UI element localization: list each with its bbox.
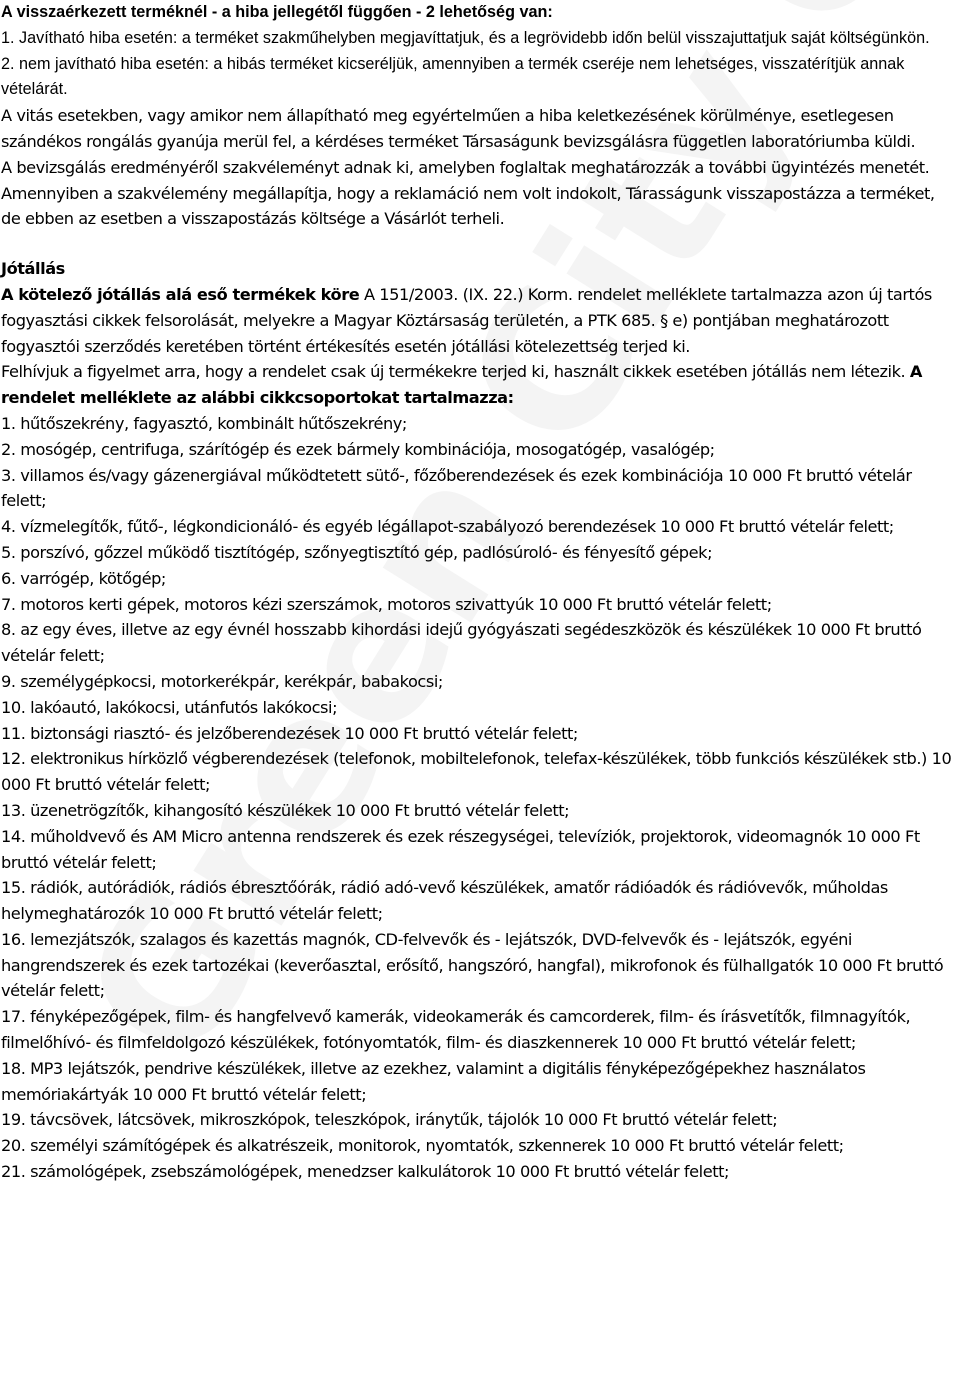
list-item: 9. személygépkocsi, motorkerékpár, kerékpár, babakocsi; bbox=[1, 671, 443, 691]
list-item: 7. motoros kerti gépek, motoros kézi szerszámok, motoros szivattyúk 10 000 Ft bruttó vételár felett; bbox=[1, 594, 772, 614]
warranty-notice-bold: A rendelet melléklete az alábbi cikkcsoportokat tartalmazza: bbox=[1, 362, 922, 408]
list-item: 18. MP3 lejátszók, pendrive készülékek, illetve az ezekhez, valamint a digitális fényképezőgépekhez használatos memóriakártyák 10 000 Ft bruttó vételár felett; bbox=[1, 1058, 866, 1104]
list-item: 17. fényképezőgépek, film- és hangfelvevő kamerák, videokamerák és camcorderek, film- és írásvetítők, filmnagyítók, filmelőhívó- és filmfeldolgozó készülékek, fotónyomtatók, film- és diaszkennerek 10 000 Ft bruttó vételár felett; bbox=[1, 1007, 911, 1053]
return-cost-paragraph: Amennyiben a szakvélemény megállapítja, hogy a reklamáció nem volt indokolt, Tárasságunk visszapostázza a terméket, de ebben az esetben a visszapostázás költsége a Vásárlót terheli. bbox=[1, 183, 935, 229]
list-item: 19. távcsövek, látcsövek, mikroszkópok, teleszkópok, iránytűk, tájolók 10 000 Ft bruttó vételár felett; bbox=[1, 1110, 778, 1130]
list-item: 2. mosógép, centrifuga, szárítógép és ezek bármely kombinációja, mosogatógép, vasalógép; bbox=[1, 439, 715, 459]
list-item: 3. villamos és/vagy gázenergiával működtetett sütő-, főzőberendezések és ezek kombinációja 10 000 Ft bruttó vételár felett; bbox=[1, 465, 912, 511]
list-item: 10. lakóautó, lakókocsi, utánfutós lakókocsi; bbox=[1, 697, 338, 717]
warranty-notice bbox=[1, 359, 957, 411]
list-item: 13. üzenetrögzítők, kihangosító készülékek 10 000 Ft bruttó vételár felett; bbox=[1, 800, 570, 820]
expert-opinion-paragraph: A bevizsgálás eredményéről szakvéleményt adnak ki, amelyben foglaltak meghatározzák a további ügyintézés menetét. bbox=[1, 157, 930, 177]
warranty-notice-text: Felhívjuk a figyelmet arra, hogy a rendelet csak új termékekre terjed ki, használt cikkek esetében jótállás nem létezik. bbox=[1, 362, 910, 382]
list-item: 14. műholdvevő és AM Micro antenna rendszerek és ezek részegységei, televíziók, projektorok, videomagnók 10 000 Ft bruttó vételár felett; bbox=[1, 826, 920, 872]
section-spacer bbox=[1, 232, 957, 256]
list-item: 11. biztonsági riasztó- és jelzőberendezések 10 000 Ft bruttó vételár felett; bbox=[1, 723, 578, 743]
list-item: 15. rádiók, autórádiók, rádiós ébresztőórák, rádió adó-vevő készülékek, amatőr rádióadók és rádióvevők, műholdas helymeghatározók 10 000 Ft bruttó vételár felett; bbox=[1, 878, 888, 924]
return-options-title: A visszaérkezett terméknél - a hiba jellegétől függően - 2 lehetőség van: bbox=[1, 3, 553, 21]
list-item: 4. vízmelegítők, fűtő-, légkondicionáló- és egyéb légállapot-szabályozó berendezések 10 000 Ft bruttó vételár felett; bbox=[1, 517, 894, 537]
warranty-heading: Jótállás bbox=[1, 259, 65, 279]
list-item: 1. hűtőszekrény, fagyasztó, kombinált hűtőszekrény; bbox=[1, 413, 407, 433]
list-item: 12. elektronikus hírközlő végberendezések (telefonok, mobiltelefonok, telefax-készülékek, több funkciós készülékek stb.) 10 000 Ft bruttó vételár felett; bbox=[1, 749, 952, 795]
document-body bbox=[1, 0, 957, 1185]
list-item: 16. lemezjátszók, szalagos és kazettás magnók, CD-felvevők és - lejátszók, DVD-felvevők és - lejátszók, egyéni hangrendszerek és ezek tartozékai (keverőasztal, erősítő, hangszóró, hangfal), mikrofonok és fülhallgatók 10 000 Ft bruttó vételár felett; bbox=[1, 929, 944, 1001]
list-item: 6. varrógép, kötőgép; bbox=[1, 568, 166, 588]
list-item: 20. személyi számítógépek és alkatrészeik, monitorok, nyomtatók, szkennerek 10 000 Ft bruttó vételár felett; bbox=[1, 1136, 844, 1156]
warranty-intro-bold: A kötelező jótállás alá eső termékek köre bbox=[1, 284, 360, 304]
warranty-intro bbox=[1, 282, 957, 359]
list-item: 21. számológépek, zsebszámológépek, menedzser kalkulátorok 10 000 Ft bruttó vételár felett; bbox=[1, 1162, 730, 1182]
list-item: 5. porszívó, gőzzel működő tisztítógép, szőnyegtisztító gép, padlósúroló- és fényesítő gépek; bbox=[1, 542, 713, 562]
dispute-paragraph: A vitás esetekben, vagy amikor nem állapítható meg egyértelműen a hiba keletkezésének körülménye, esetlegesen szándékos rongálás gyanúja merül fel, a kérdéses terméket Társaságunk bevizsgálásra független laboratóriumba küldi. bbox=[1, 106, 916, 151]
return-option-1: 1. Javítható hiba esetén: a terméket szakműhelyben megjavíttatjuk, és a legrövidebb időn belül visszajuttatjuk saját költségünkön. bbox=[1, 28, 930, 47]
return-option-2: 2. nem javítható hiba esetén: a hibás terméket kicseréljük, amennyiben a termék cseréje nem lehetséges, visszatérítjük annak vételárát. bbox=[1, 54, 905, 99]
product-category-list bbox=[1, 411, 957, 1185]
warranty-intro-text: A 151/2003. (IX. 22.) Korm. rendelet melléklete tartalmazza azon új tartós fogyasztási cikkek felsorolását, melyekre a Magyar Köztársaság területén, a PTK 685. § e) pontjában meghatározott fogyasztói szerződés keretében történt értékesítés esetén jótállási kötelezettség terjed ki. bbox=[1, 284, 932, 356]
list-item: 8. az egy éves, illetve az egy évnél hosszabb kihordási idejű gyógyászati segédeszközök és készülékek 10 000 Ft bruttó vételár felett; bbox=[1, 620, 922, 666]
